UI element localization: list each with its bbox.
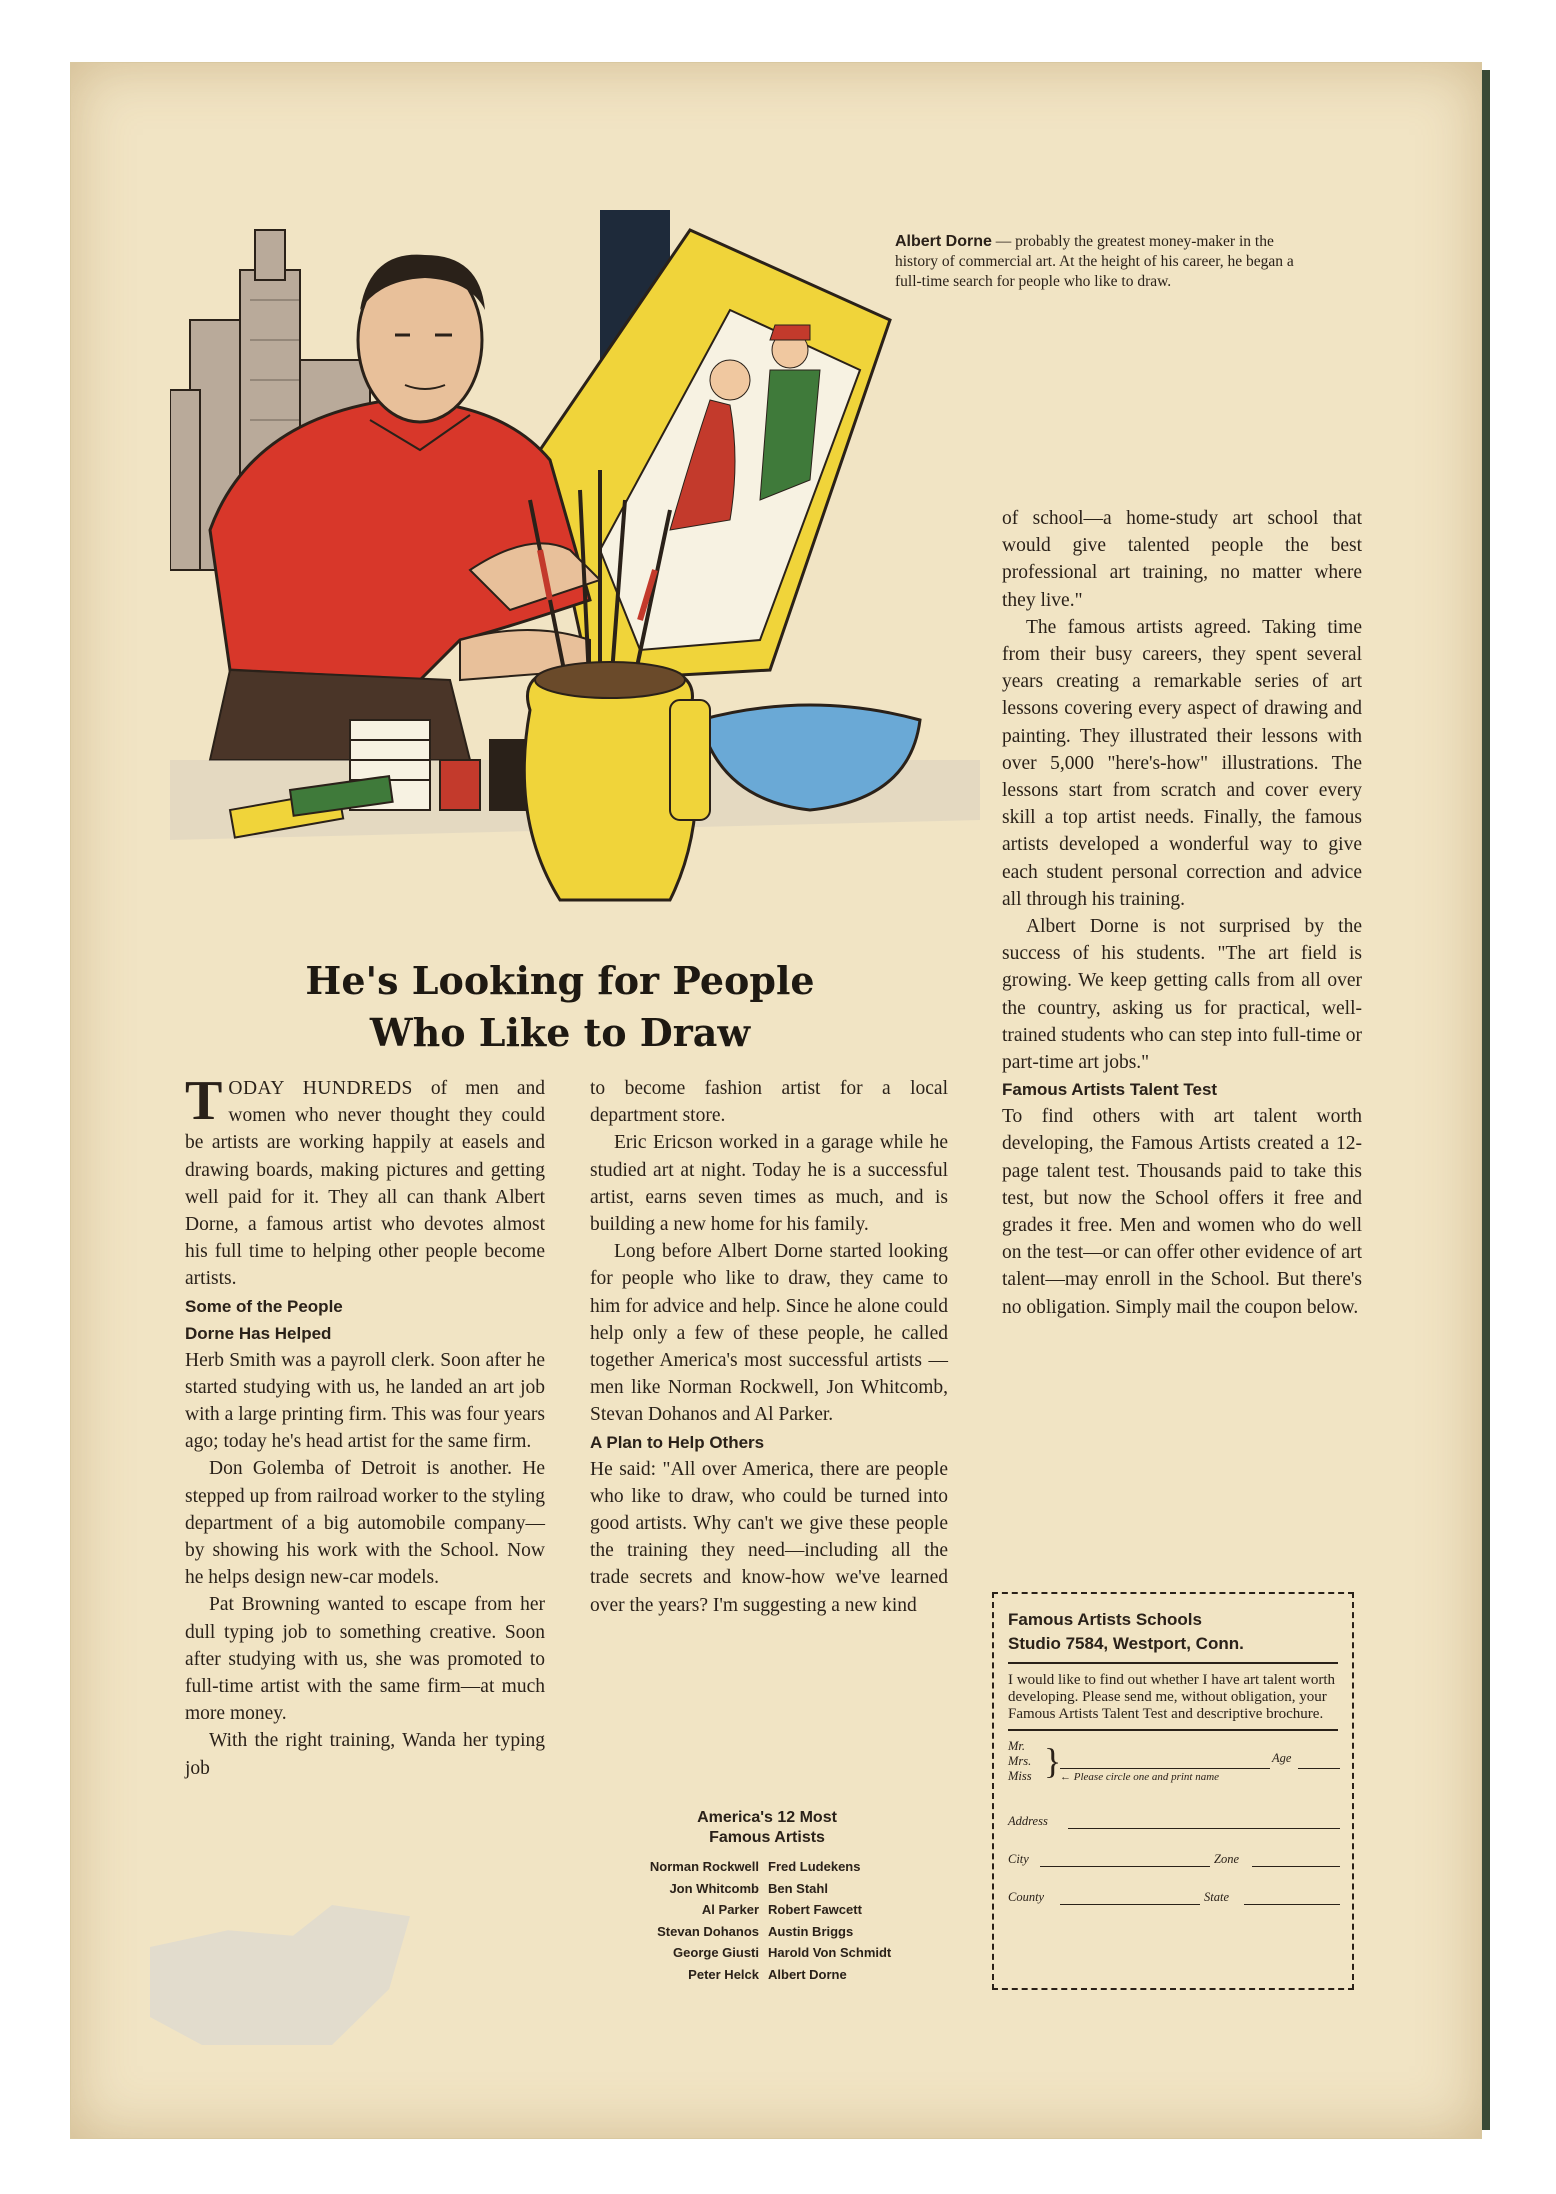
artist-name: Robert Fawcett (768, 1902, 862, 1918)
intro-paragraph (185, 1070, 545, 1293)
headline (210, 955, 910, 1059)
subhead-plan: A Plan to Help Others (590, 1432, 765, 1452)
artist-row (586, 1878, 892, 1900)
paragraph-eric-ericson: Eric Ericson worked in a garage while he studied art at night. Today he is a successful artist, earns seven times as much, and is building a new home for his family. (590, 1132, 948, 1236)
city-row (1008, 1837, 1338, 1875)
intro-text: of men and women who never thought they could be artists are working happily at easels and drawing boards, making pictures and getting well paid for it. They all can thank Albert Dorne, a famous artist who devotes almost his full time to helping other people become artists. (185, 1078, 545, 1290)
address-label: Address (1008, 1814, 1048, 1828)
drop-cap: T (185, 1070, 223, 1132)
article-column-2 (590, 1075, 948, 1619)
artist-row (586, 1942, 892, 1964)
city-label: City (1008, 1852, 1029, 1866)
caption-name: Albert Dorne (895, 233, 992, 250)
coupon-body: I would like to find out whether I have art talent worth developing. Please send me, without obligation, your Famous Artists Talent Test and descriptive brochure. (1008, 1672, 1335, 1722)
name-field[interactable] (1060, 1768, 1270, 1769)
paragraph-herb-smith: Herb Smith was a payroll clerk. Soon after he started studying with us, he landed an art job with a large printing firm. This was four years ago; today he's head artist for the same firm. (185, 1349, 545, 1453)
state-field[interactable] (1244, 1904, 1340, 1905)
county-field[interactable] (1060, 1904, 1200, 1905)
famous-artists-list (586, 1808, 948, 1986)
artist-row (586, 1921, 892, 1943)
caption-text: — probably the greatest money-maker in the history of commercial art. At the height of his career, he began a full-time search for people who like to draw. (895, 233, 1294, 290)
artist-name: Al Parker (701, 1902, 759, 1918)
coupon-studio-address: Studio 7584, Westport, Conn. (1008, 1634, 1244, 1653)
artist-name: Peter Helck (688, 1966, 759, 1982)
paragraph-talent-test: To find others with art talent worth developing, the Famous Artists created a 12-page talent test. Thousands paid to take this test, but now the School offers it free and grades it free. Men and women who do well on the test—or can offer other evidence of art talent—may enroll in the School. But there's no obligation. Simply mail the coupon below. (1002, 1106, 1362, 1318)
address-field[interactable] (1068, 1828, 1340, 1829)
subhead-people-helped-1: Some of the People (185, 1296, 343, 1316)
subhead-people-helped-2: Dorne Has Helped (185, 1323, 332, 1343)
paragraph-don-golemba: Don Golemba of Detroit is another. He stepped up from railroad worker to the styling department of a big automobile company—by showing his work with the School. Now he helps design new-car models. (185, 1458, 545, 1589)
artist-illustration (170, 200, 980, 960)
paragraph-he-said: He said: "All over America, there are people who like to draw, who could be turned into good artists. Why can't we give these people the training they need—including all the trade secrets and know-how we've learned over the years? I'm suggesting a new kind (590, 1458, 948, 1616)
coupon-school-name: Famous Artists Schools (1008, 1610, 1202, 1629)
artist-row (586, 1899, 892, 1921)
lead-caps: ODAY HUNDREDS (228, 1078, 413, 1099)
brace-icon: } (1044, 1741, 1062, 1781)
illustration-caption (895, 232, 1305, 292)
coupon-divider (1008, 1662, 1338, 1664)
mail-coupon[interactable] (992, 1592, 1354, 1990)
age-field[interactable] (1298, 1768, 1340, 1769)
artists-title (586, 1808, 948, 1848)
artist-name: Harold Von Schmidt (768, 1945, 892, 1961)
paragraph-artists-agreed: The famous artists agreed. Taking time from their busy careers, they spent several years creating a remarkable series of art lessons covering every aspect of drawing and painting. They illustrated their lessons with over 5,000 "here's-how" illustrations. The lessons start from scratch and cover every skill a top artist needs. Finally, the famous artists developed a wonderful way to give each student personal correction and advice all through his training. (1002, 616, 1362, 910)
salutation-mrs[interactable]: Mrs. (1008, 1754, 1032, 1768)
headline-line-1: He's Looking for People (305, 958, 815, 1003)
state-label: State (1204, 1890, 1229, 1904)
coupon-divider (1008, 1729, 1338, 1731)
artist-row (586, 1964, 892, 1986)
county-label: County (1008, 1890, 1045, 1904)
artist-name: Albert Dorne (768, 1966, 847, 1982)
salutation-mr[interactable]: Mr. (1008, 1739, 1026, 1753)
zone-field[interactable] (1252, 1866, 1340, 1867)
artist-name: Austin Briggs (768, 1923, 854, 1939)
artist-name: Stevan Dohanos (657, 1923, 759, 1939)
salutation-options[interactable] (1008, 1739, 1032, 1784)
artists-table (586, 1856, 892, 1986)
city-field[interactable] (1040, 1866, 1210, 1867)
artists-title-line-1: America's 12 Most (697, 1809, 837, 1826)
artist-name: George Giusti (673, 1945, 759, 1961)
address-row (1008, 1799, 1338, 1837)
artist-name: Ben Stahl (768, 1880, 828, 1896)
artist-name: Fred Ludekens (768, 1859, 861, 1874)
artists-title-line-2: Famous Artists (709, 1829, 825, 1846)
paragraph-wanda: With the right training, Wanda her typing job (185, 1730, 545, 1779)
artist-name: Norman Rockwell (649, 1859, 759, 1874)
paragraph-long-before: Long before Albert Dorne started looking for people who like to draw, they came to him for advice and help. Since he alone could help only a few of these people, he called together America's most successful artists —men like Norman Rockwell, Jon Whitcomb, Stevan Dohanos and Al Parker. (590, 1241, 948, 1426)
circle-note: ← Please circle one and print name (1060, 1771, 1220, 1783)
name-field-block (1008, 1739, 1338, 1799)
bottle (670, 700, 710, 820)
paragraph-of-school: of school—a home-study art school that would give talented people the best professional art training, no matter where they live." (1002, 508, 1362, 611)
paragraph-not-surprised: Albert Dorne is not surprised by the success of his students. "The art field is growing. We keep getting calls from all over the country, asking us for practical, well-trained students who can step into full-time or part-time art jobs." (1002, 916, 1362, 1074)
headline-line-2: Who Like to Draw (369, 1010, 751, 1055)
artist-row (586, 1856, 892, 1878)
zone-label: Zone (1214, 1852, 1239, 1866)
article-column-1 (185, 1070, 545, 1782)
salutation-miss[interactable]: Miss (1008, 1769, 1032, 1783)
age-label: Age (1272, 1751, 1292, 1765)
paragraph-fashion-artist: to become fashion artist for a local department store. (590, 1078, 948, 1127)
county-row (1008, 1875, 1338, 1913)
subhead-talent-test: Famous Artists Talent Test (1002, 1080, 1218, 1100)
artist-name: Jon Whitcomb (669, 1880, 759, 1896)
article-column-3 (1002, 505, 1362, 1321)
paragraph-pat-browning: Pat Browning wanted to escape from her dull typing job to something creative. Soon after studying with us, she was promoted to full-time artist with the same firm—at much more money. (185, 1594, 545, 1725)
